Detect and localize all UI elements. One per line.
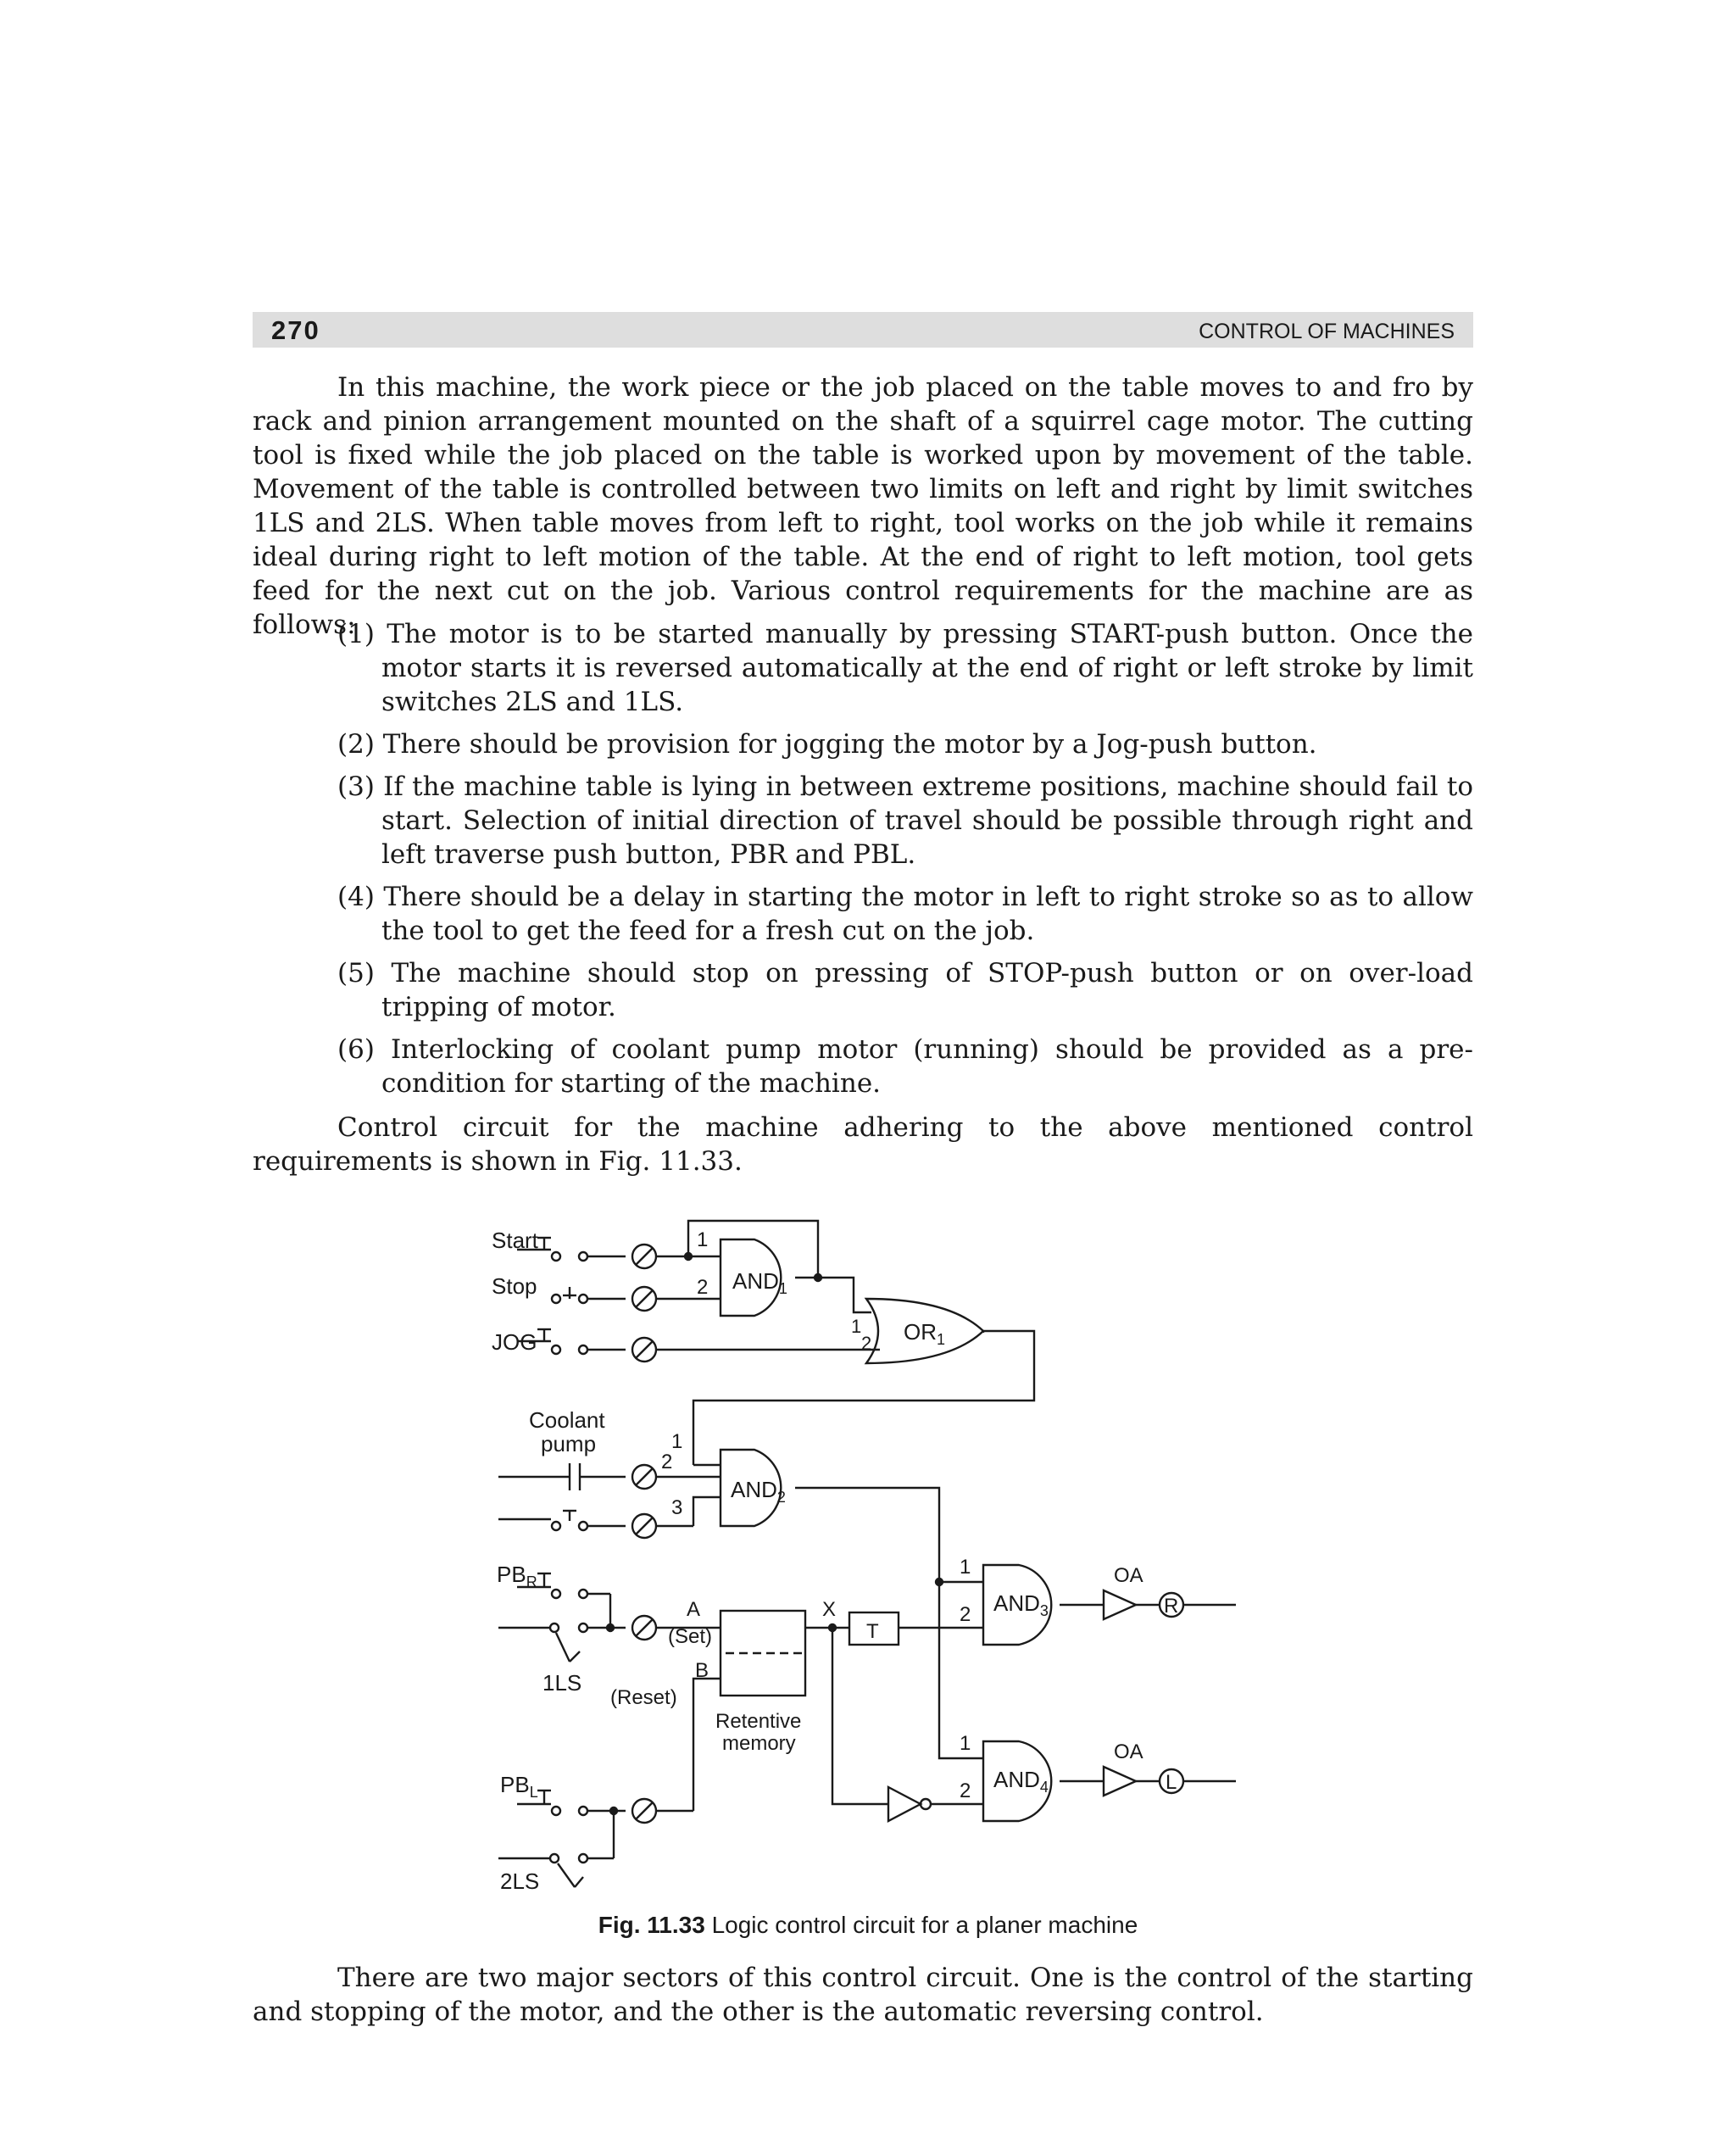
control-circuit-paragraph: Control circuit for the machine adhering to the above mentioned control requirements is shown in Fig. 11.33. bbox=[253, 1112, 1473, 1177]
not-gate bbox=[888, 1787, 921, 1821]
jog-button-symbol bbox=[517, 1329, 880, 1362]
requirement-item: (2) There should be provision for jogging the motor by a Jog-push button. bbox=[337, 729, 1317, 760]
requirements-list bbox=[337, 617, 1473, 1109]
requirement-item: (5) The machine should stop on pressing of STOP-push button or on over-load tripping of motor. bbox=[337, 958, 1473, 1022]
coolant-label-line1: Coolant bbox=[529, 1407, 605, 1433]
ls2-label: 2LS bbox=[500, 1868, 540, 1894]
and3-pin1: 1 bbox=[960, 1556, 971, 1579]
memory-set-letter: A bbox=[687, 1598, 701, 1621]
and4-pin1: 1 bbox=[960, 1732, 971, 1755]
requirement-item: (3) If the machine table is lying in between extreme positions, machine should fail to start. Selection of initial direction of travel should be possible through right and left traverse push button, PBR and PBL. bbox=[337, 771, 1473, 870]
pbl-label: $PB_L$ bbox=[500, 1772, 538, 1801]
and1-pin2: 2 bbox=[697, 1276, 709, 1299]
and2-pin2: 2 bbox=[661, 1451, 673, 1473]
logic-control-circuit-diagram bbox=[475, 1204, 1271, 1899]
and2-pin1: 1 bbox=[671, 1430, 683, 1453]
and3-pin2: 2 bbox=[960, 1603, 971, 1626]
closing-paragraph: There are two major sectors of this control circuit. One is the control of the starting and stopping of the motor, and the other is the automatic reversing control. bbox=[253, 1963, 1473, 2027]
oa-amplifier-r bbox=[1104, 1590, 1136, 1619]
timer-label: T bbox=[866, 1620, 879, 1643]
or1-label: $OR_1$ bbox=[904, 1319, 946, 1348]
ls1-label: 1LS bbox=[542, 1670, 582, 1696]
and3-label: $AND_3$ bbox=[993, 1590, 1049, 1619]
oa-l-label: OA bbox=[1114, 1740, 1143, 1763]
and4-pin2: 2 bbox=[960, 1779, 971, 1802]
memory-name-line2: memory bbox=[722, 1732, 796, 1755]
and1-pin1: 1 bbox=[697, 1228, 709, 1251]
overload-contact bbox=[498, 1511, 693, 1538]
jog-label: JOG bbox=[492, 1329, 537, 1355]
pbl-button-symbol bbox=[517, 1790, 693, 1823]
requirement-item: (1) The motor is to be started manually by pressing START-push button. Once the motor starts it is reversed automatically at the end of right or left stroke by limit switches 2LS and 1LS. bbox=[337, 619, 1473, 717]
page-number: 270 bbox=[271, 315, 320, 345]
figure-number: Fig. 11.33 bbox=[598, 1912, 705, 1938]
start-label: Start bbox=[492, 1228, 538, 1253]
and1-label: $AND_1$ bbox=[732, 1268, 787, 1297]
requirement-item: (6) Interlocking of coolant pump motor (running) should be provided as a pre-condition for starting of the machine. bbox=[337, 1034, 1473, 1099]
coolant-label-line2: pump bbox=[541, 1431, 597, 1456]
memory-name-line1: Retentive bbox=[715, 1710, 802, 1733]
stop-button-symbol bbox=[552, 1287, 721, 1311]
memory-reset-text: (Reset) bbox=[610, 1686, 677, 1709]
pbr-label: $PB_R$ bbox=[497, 1562, 537, 1590]
oa-r-label: OA bbox=[1114, 1564, 1143, 1587]
figure-caption bbox=[0, 1912, 1736, 1939]
requirement-item: (4) There should be a delay in starting the motor in left to right stroke so as to allow the tool to get the feed for a fresh cut on the job. bbox=[337, 882, 1473, 946]
oa-amplifier-l bbox=[1104, 1767, 1136, 1796]
and2-pin3: 3 bbox=[671, 1496, 683, 1519]
relay-l-label: L bbox=[1166, 1771, 1177, 1794]
figure-title: Logic control circuit for a planer machine bbox=[711, 1912, 1138, 1938]
page-header bbox=[253, 312, 1473, 348]
relay-r-label: R bbox=[1164, 1595, 1179, 1618]
or1-pin1: 1 bbox=[851, 1316, 862, 1337]
coolant-pump-contact bbox=[498, 1463, 721, 1490]
intro-paragraph: In this machine, the work piece or the job placed on the table moves to and fro by rack and pinion arrangement mounted on the shaft of a squirrel cage motor. The cutting tool is fixed while the job placed on the table is worked upon by movement of the table. Movement of the table is controlled between two limits on left and right by limit switches 1LS and 2LS. When table moves from left to right, tool works on the job while it remains ideal during right to left motion of the table. At the end of right to left motion, tool gets feed for the next cut on the job. Various control requirements for the machine are as follows: bbox=[253, 372, 1473, 640]
and4-label: $AND_4$ bbox=[993, 1767, 1049, 1796]
memory-set-text: (Set) bbox=[668, 1625, 713, 1648]
memory-reset-letter: B bbox=[695, 1659, 709, 1682]
node-x-label: X bbox=[822, 1598, 837, 1621]
running-head: CONTROL OF MACHINES bbox=[1199, 320, 1455, 343]
and2-label: $AND_2$ bbox=[731, 1477, 786, 1506]
or1-pin2: 2 bbox=[861, 1333, 872, 1354]
stop-label: Stop bbox=[492, 1273, 537, 1299]
